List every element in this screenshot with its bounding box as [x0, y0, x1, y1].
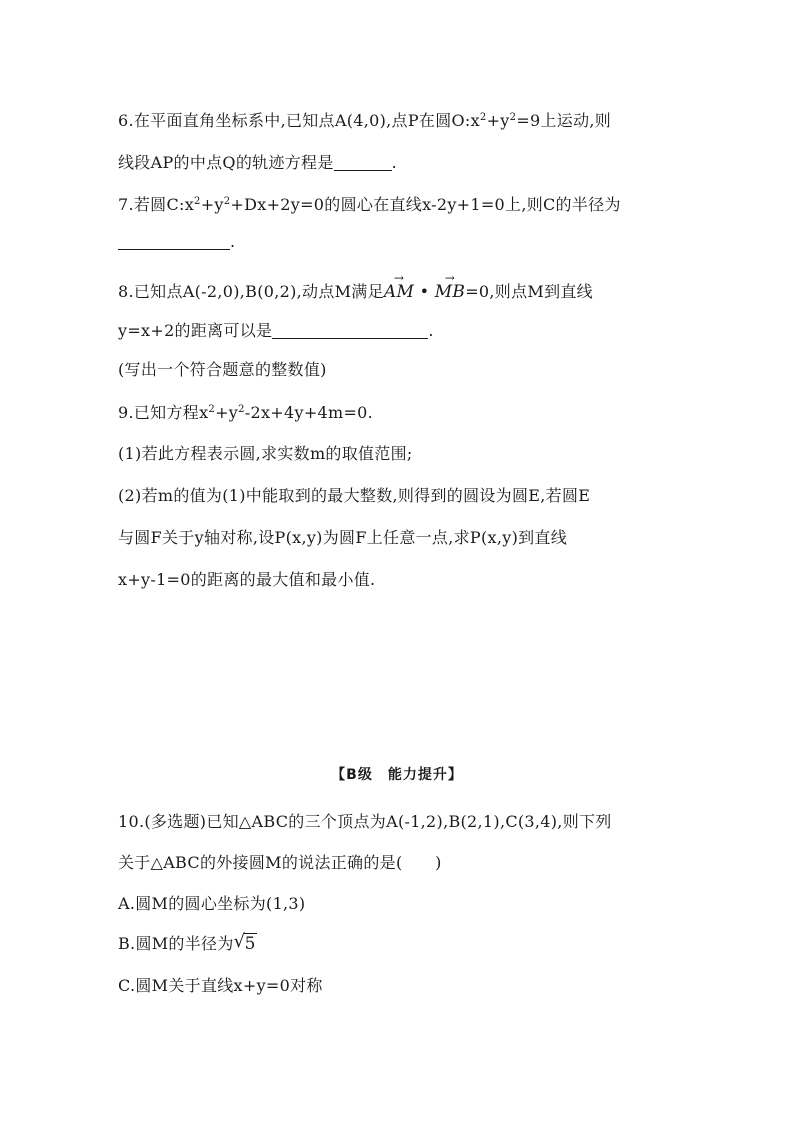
q10-option-b [118, 931, 257, 954]
q10-option-b-text: B.圆M的半径为 [118, 934, 234, 953]
q6-line-2 [118, 150, 397, 173]
vector-mb: → MB [435, 282, 466, 302]
q8-text-c: y=x+2的距离可以是 [118, 321, 273, 340]
q9-part-1: (1)若此方程表示圆,求实数m的取值范围; [118, 444, 413, 463]
q8-text-a: 8.已知点A(-2,0),B(0,2),动点M满足 [118, 282, 384, 301]
q8-period: . [428, 321, 434, 340]
q9-part-2-line-1: (2)若m的值为(1)中能取到的最大整数,则得到的圆设为圆E,若圆E [118, 486, 591, 505]
sqrt-radicand: 5 [244, 934, 256, 954]
q6-period: . [391, 153, 398, 172]
q6-text-c: =9上运动,则 [516, 111, 612, 130]
q6-sup-1: 2 [479, 112, 487, 123]
q8-answer-blank [272, 322, 428, 339]
q10-option-a: A.圆M的圆心坐标为(1,3) [118, 894, 306, 913]
q7-sup-1: 2 [194, 196, 201, 207]
q8-line-1 [118, 279, 593, 302]
q7-period: . [230, 232, 236, 251]
q9-sup-1: 2 [208, 404, 216, 415]
q8-line-2 [118, 318, 434, 341]
q6-text-a: 6.在平面直角坐标系中,已知点A(4,0),点P在圆O:x [118, 111, 480, 130]
q7-answer-blank [118, 233, 230, 250]
q7-line-2 [118, 232, 235, 251]
q8-line-3: (写出一个符合题意的整数值) [118, 360, 327, 379]
q10-option-c: C.圆M关于直线x+y=0对称 [118, 976, 323, 995]
q9-line-1 [118, 400, 373, 423]
q6-sup-2: 2 [509, 112, 517, 123]
section-b-heading: 【B级 能力提升】 [331, 767, 463, 783]
q9-text-a: 9.已知方程x [118, 403, 209, 422]
q9-text-c: -2x+4y+4m=0. [244, 403, 374, 422]
q8-text-b: =0,则点M到直线 [465, 282, 593, 301]
q7-text-b: +y [200, 195, 224, 214]
vector-am: → AM [384, 282, 414, 302]
q7-line-1 [118, 192, 621, 215]
q7-text-c: +Dx+2y=0的圆心在直线x-2y+1=0上,则C的半径为 [230, 195, 621, 214]
q7-sup-2: 2 [223, 196, 231, 207]
q6-line-1 [118, 108, 611, 131]
q9-text-b: +y [215, 403, 239, 422]
sqrt-symbol: √ 5 [233, 931, 256, 954]
q8-dot: • [414, 282, 435, 301]
q9-part-2-line-3: x+y-1=0的距离的最大值和最小值. [118, 570, 376, 589]
q6-text-b: +y [486, 111, 510, 130]
q6-answer-blank [334, 154, 392, 171]
q10-line-1: 10.(多选题)已知△ABC的三个顶点为A(-1,2),B(2,1),C(3,4),则下列 [118, 812, 612, 831]
q7-text-a: 7.若圆C:x [118, 195, 195, 214]
q9-part-2-line-2: 与圆F关于y轴对称,设P(x,y)为圆F上任意一点,求P(x,y)到直线 [118, 528, 568, 547]
q6-text-d: 线段AP的中点Q的轨迹方程是 [118, 153, 334, 172]
q9-sup-2: 2 [238, 404, 245, 415]
q10-line-2: 关于△ABC的外接圆M的说法正确的是( ) [118, 853, 442, 872]
